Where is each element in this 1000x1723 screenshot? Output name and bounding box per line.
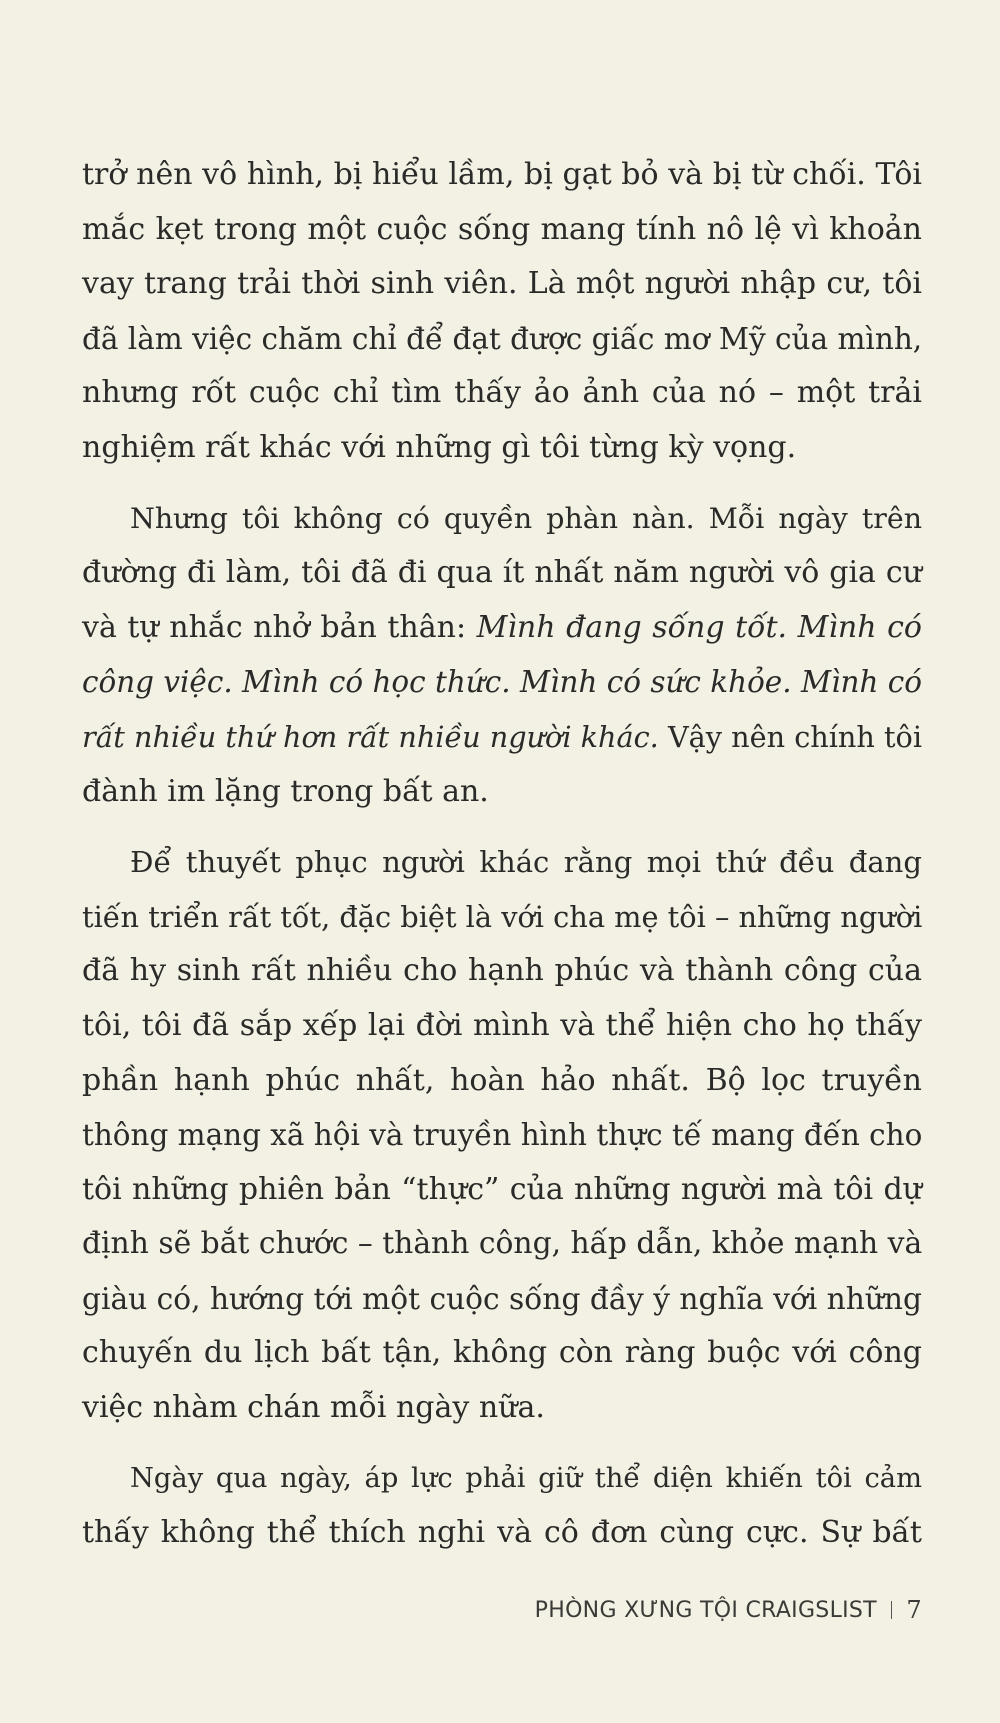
text-line: trở nên vô hình, bị hiểu lầm, bị gạt bỏ và bị từ chối. Tôi — [82, 157, 922, 192]
text-line: Nhưng tôi không có quyền phàn nàn. Mỗi ngày trên — [130, 501, 922, 535]
text-line: định sẽ bắt chước – thành công, hấp dẫn, khỏe mạnh và — [82, 1226, 923, 1262]
footer-divider — [891, 1601, 893, 1619]
text-line: mắc kẹt trong một cuộc sống mang tính nô lệ vì khoản — [82, 211, 922, 247]
text-line — [82, 710, 922, 765]
text-line — [82, 601, 922, 656]
text-plain: và tự nhắc nhở bản thân: — [82, 609, 477, 645]
body-text — [82, 148, 922, 1561]
paragraph-3 — [82, 835, 922, 1436]
text-line: chuyến du lịch bất tận, không còn ràng buộc với công — [82, 1335, 922, 1371]
text-line: thấy không thể thích nghi và cô đơn cùng cực. Sự bất — [82, 1515, 922, 1551]
text-line: nhưng rốt cuộc chỉ tìm thấy ảo ảnh của nó – một trải — [82, 375, 922, 411]
running-title: PHÒNG XƯNG TỘI CRAIGSLIST — [534, 1597, 877, 1623]
text-line: việc nhàm chán mỗi ngày nữa. — [82, 1390, 545, 1426]
text-line: đường đi làm, tôi đã đi qua ít nhất năm người vô gia cư — [82, 555, 922, 591]
text-line: tôi những phiên bản “thực” của những người mà tôi dự — [82, 1171, 922, 1207]
text-line: tiến triển rất tốt, đặc biệt là với cha mẹ tôi – những người — [82, 899, 923, 934]
text-italic: Mình đang sống tốt. Mình có — [476, 609, 922, 645]
text-line: Để thuyết phục người khác rằng mọi thứ đều đang — [130, 845, 922, 880]
text-line: đã làm việc chăm chỉ để đạt được giấc mơ Mỹ của mình, — [82, 321, 923, 356]
page-number: 7 — [906, 1596, 922, 1624]
text-italic: rất nhiều thứ hơn rất nhiều người khác. — [82, 719, 659, 754]
text-line: đã hy sinh rất nhiều cho hạnh phúc và thành công của — [82, 953, 922, 989]
text-line: đành im lặng trong bất an. — [82, 773, 489, 809]
text-italic: công việc. Mình có học thức. Mình có sức khỏe. Mình có — [82, 665, 922, 700]
paragraph-2 — [82, 492, 922, 820]
text-line: vay trang trải thời sinh viên. Là một người nhập cư, tôi — [82, 266, 922, 302]
paragraph-1 — [82, 148, 922, 476]
running-footer — [535, 1596, 922, 1624]
text-line: nghiệm rất khác với những gì tôi từng kỳ vọng. — [82, 429, 797, 465]
text-line — [82, 655, 922, 710]
text-plain: Vậy nên chính tôi — [658, 719, 923, 754]
text-line: thông mạng xã hội và truyền hình thực tế mang đến cho — [82, 1118, 923, 1153]
text-line: phần hạnh phúc nhất, hoàn hảo nhất. Bộ lọc truyền — [82, 1062, 922, 1098]
paragraph-4 — [82, 1452, 922, 1561]
text-line: Ngày qua ngày, áp lực phải giữ thể diện khiến tôi cảm — [130, 1462, 922, 1494]
text-line: giàu có, hướng tới một cuộc sống đầy ý nghĩa với những — [82, 1280, 922, 1316]
text-line: tôi, tôi đã sắp xếp lại đời mình và thể hiện cho họ thấy — [82, 1007, 922, 1043]
